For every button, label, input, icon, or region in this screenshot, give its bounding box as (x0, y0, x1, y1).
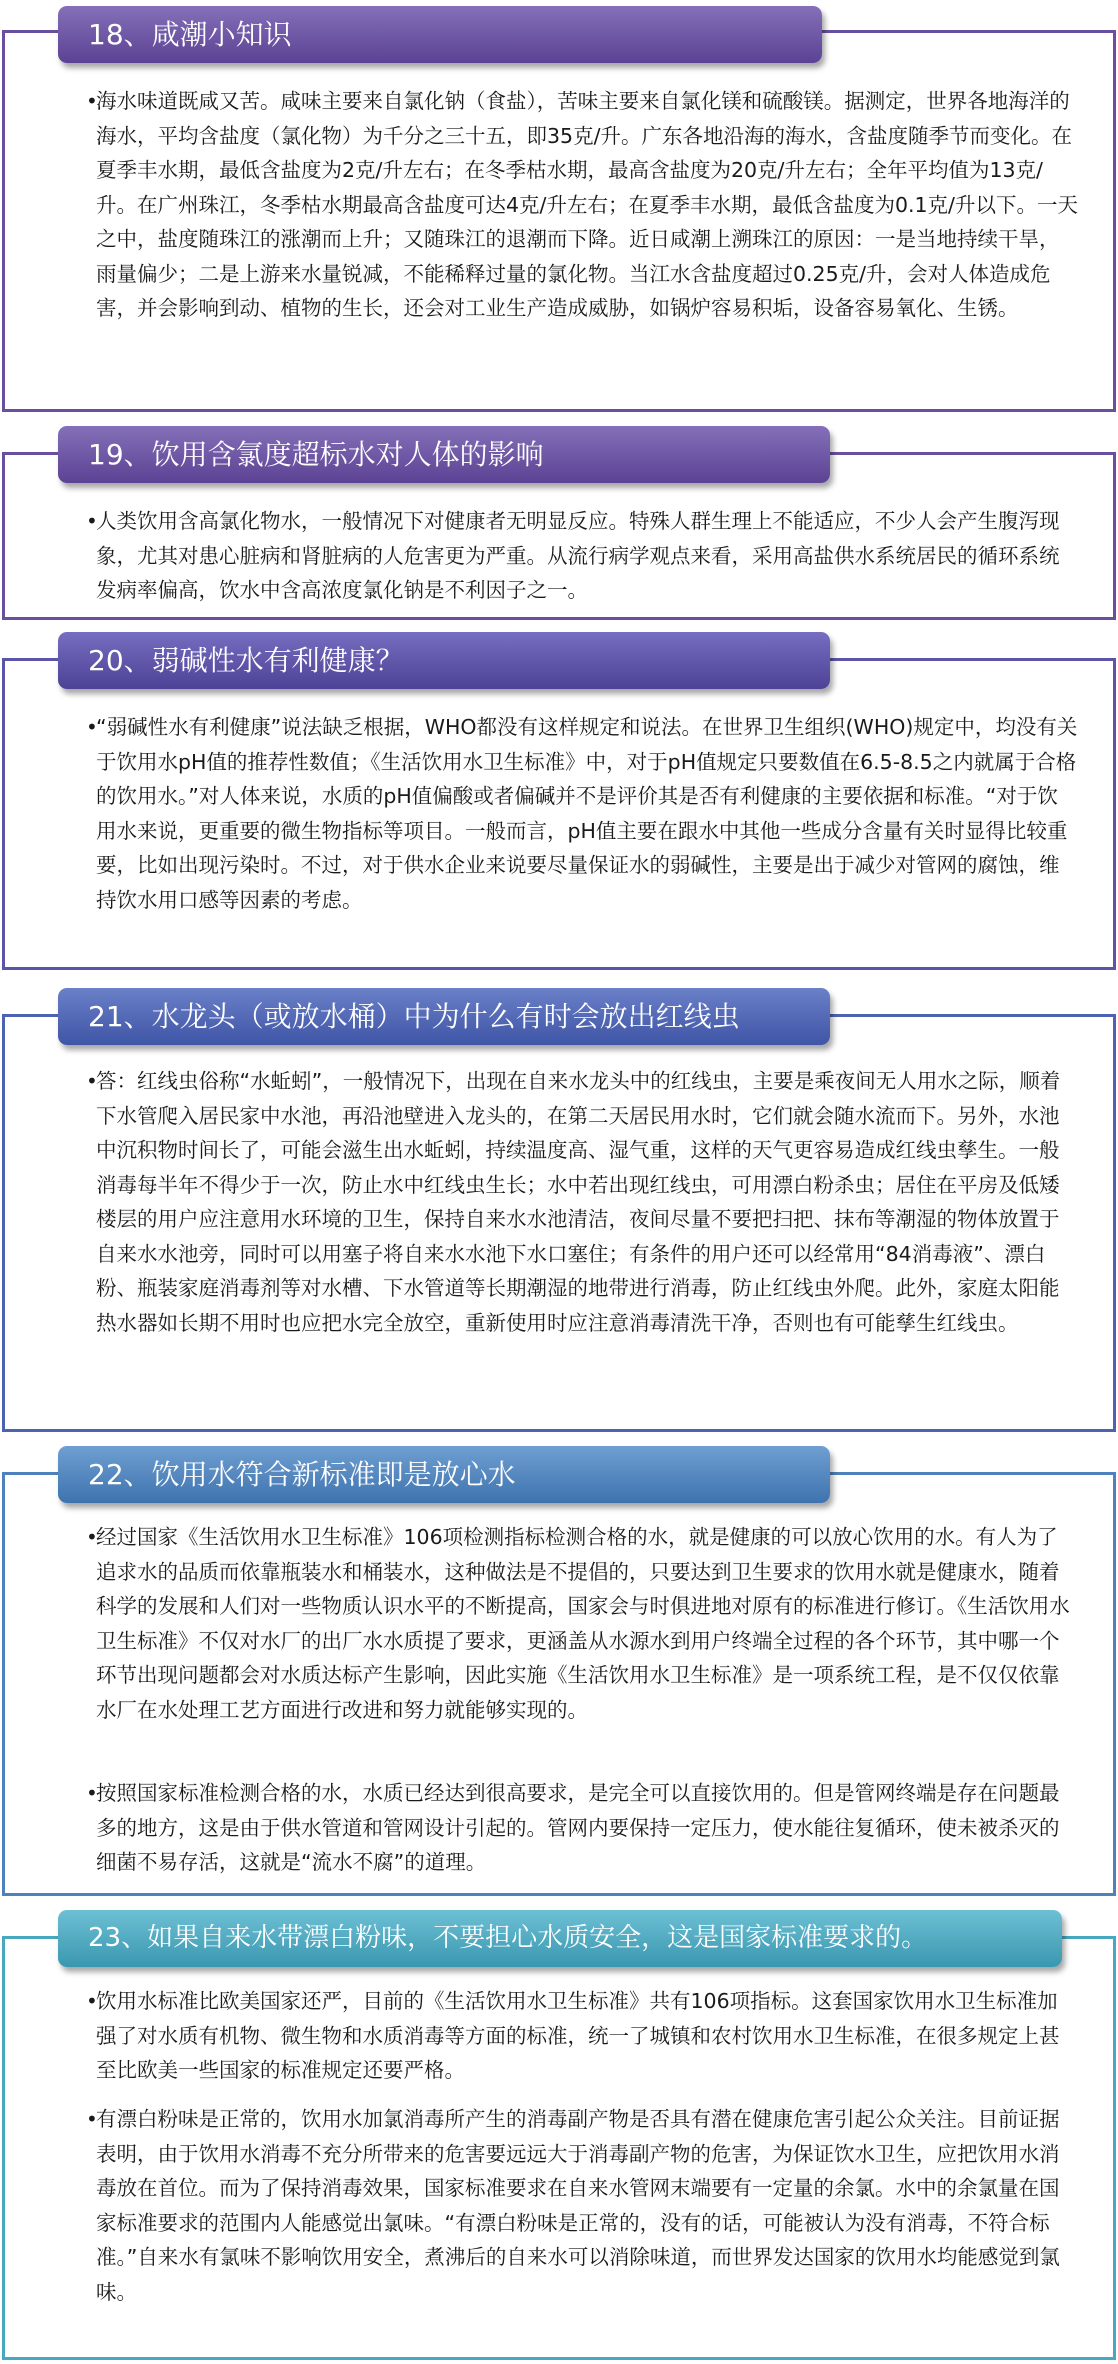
section-21-paragraph-1: • 答：红线虫俗称“水蚯蚓”，一般情况下，出现在自来水龙头中的红线虫，主要是乘夜间无人用水之际，顺着下水管爬入居民家中水池，再沿池壁进入龙头的，在第二天居民用水时，它们就会随水流而下。另外，水池中沉积物时间长了，可能会滋生出水蚯蚓，持续温度高、湿气重，这样的天气更容易造成红线虫孳生。一般消毒每半年不得少于一次，防止水中红线虫生长；水中若出现红线虫，可用漂白粉杀虫；居住在平房及低矮楼层的用户应注意用水环境的卫生，保持自来水水池清洁，夜间尽量不要把扫把、抹布等潮湿的物体放置于自来水水池旁，同时可以用塞子将自来水水池下水口塞住；有条件的用户还可以经常用“84消毒液”、漂白粉、瓶装家庭消毒剂等对水槽、下水管道等长期潮湿的地带进行消毒，防止红线虫外爬。此外，家庭太阳能热水器如长期不用时也应把水完全放空，重新使用时应注意消毒清洗干净，否则也有可能孳生红线虫。 (96, 1064, 1078, 1340)
section-22-paragraph-1: • 经过国家《生活饮用水卫生标准》106项检测指标检测合格的水，就是健康的可以放心饮用的水。有人为了追求水的品质而依靠瓶装水和桶装水，这种做法是不提倡的，只要达到卫生要求的饮用水就是健康水，随着科学的发展和人们对一些物质认识水平的不断提高，国家会与时俱进地对原有的标准进行修订。《生活饮用水卫生标准》不仅对水厂的出厂水水质提了要求，更涵盖从水源水到用户终端全过程的各个环节，其中哪一个环节出现问题都会对水质达标产生影响，因此实施《生活饮用水卫生标准》是一项系统工程，是不仅仅依靠水厂在水处理工艺方面进行改进和努力就能够实现的。 (96, 1520, 1078, 1727)
bullet-icon: • (86, 1525, 98, 1549)
section-20-paragraph-1: • “弱碱性水有利健康”说法缺乏根据，WHO都没有这样规定和说法。在世界卫生组织(WHO)规定中，均没有关于饮用水pH值的推荐性数值；《生活饮用水卫生标准》中，对于pH值规定只要数值在6.5-8.5之内就属于合格的饮用水。”对人体来说，水质的pH值偏酸或者偏碱并不是评价其是否有利健康的主要依据和标准。“对于饮用水来说，更重要的微生物指标等项目。一般而言，pH值主要在跟水中其他一些成分含量有关时显得比较重要，比如出现污染时。不过，对于供水企业来说要尽量保证水的弱碱性，主要是出于减少对管网的腐蚀，维持饮水用口感等因素的考虑。 (96, 710, 1078, 917)
section-21-title: 21、水龙头（或放水桶）中为什么有时会放出红线虫 (58, 988, 830, 1045)
section-19-paragraph-1: • 人类饮用含高氯化物水，一般情况下对健康者无明显反应。特殊人群生理上不能适应，不少人会产生腹泻现象，尤其对患心脏病和肾脏病的人危害更为严重。从流行病学观点来看，采用高盐供水系统居民的循环系统发病率偏高，饮水中含高浓度氯化钠是不利因子之一。 (96, 504, 1078, 608)
section-23-title: 23、如果自来水带漂白粉味，不要担心水质安全，这是国家标准要求的。 (58, 1910, 1062, 1967)
section-23-paragraph-1: • 饮用水标准比欧美国家还严，目前的《生活饮用水卫生标准》共有106项指标。这套国家饮用水卫生标准加强了对水质有机物、微生物和水质消毒等方面的标准，统一了城镇和农村饮用水卫生标准，在很多规定上甚至比欧美一些国家的标准规定还要严格。 (96, 1984, 1078, 2088)
bullet-icon: • (86, 1989, 98, 2013)
section-18-title: 18、咸潮小知识 (58, 6, 822, 63)
bullet-icon: • (86, 89, 98, 113)
section-18-paragraph-1: • 海水味道既咸又苦。咸味主要来自氯化钠（食盐），苦味主要来自氯化镁和硫酸镁。据测定，世界各地海洋的海水，平均含盐度（氯化物）为千分之三十五，即35克/升。广东各地沿海的海水，含盐度随季节而变化。在夏季丰水期，最低含盐度为2克/升左右；在冬季枯水期，最高含盐度为20克/升左右；全年平均值为13克/升。在广州珠江，冬季枯水期最高含盐度可达4克/升左右；在夏季丰水期，最低含盐度为0.1克/升以下。一天之中，盐度随珠江的涨潮而上升；又随珠江的退潮而下降。近日咸潮上溯珠江的原因：一是当地持续干旱，雨量偏少；二是上游来水量锐减，不能稀释过量的氯化物。当江水含盐度超过0.25克/升，会对人体造成危害，并会影响到动、植物的生长，还会对工业生产造成威胁，如锅炉容易积垢，设备容易氧化、生锈。 (96, 84, 1078, 326)
section-20-title: 20、弱碱性水有利健康？ (58, 632, 830, 689)
bullet-icon: • (86, 509, 98, 533)
bullet-icon: • (86, 2107, 98, 2131)
section-22-title: 22、饮用水符合新标准即是放心水 (58, 1446, 830, 1503)
bullet-icon: • (86, 1069, 98, 1093)
section-22-paragraph-2: • 按照国家标准检测合格的水，水质已经达到很高要求，是完全可以直接饮用的。但是管网终端是存在问题最多的地方，这是由于供水管道和管网设计引起的。管网内要保持一定压力，使水能往复循环，使未被杀灭的细菌不易存活，这就是“流水不腐”的道理。 (96, 1776, 1078, 1880)
bullet-icon: • (86, 715, 98, 739)
section-23-paragraph-2: • 有漂白粉味是正常的，饮用水加氯消毒所产生的消毒副产物是否具有潜在健康危害引起公众关注。目前证据表明，由于饮用水消毒不充分所带来的危害要远远大于消毒副产物的危害，为保证饮水卫生，应把饮用水消毒放在首位。而为了保持消毒效果，国家标准要求在自来水管网末端要有一定量的余氯。水中的余氯量在国家标准要求的范围内人能感觉出氯味。“有漂白粉味是正常的，没有的话，可能被认为没有消毒，不符合标准。”自来水有氯味不影响饮用安全，煮沸后的自来水可以消除味道，而世界发达国家的饮用水均能感觉到氯味。 (96, 2102, 1078, 2309)
bullet-icon: • (86, 1781, 98, 1805)
section-19-title: 19、饮用含氯度超标水对人体的影响 (58, 426, 830, 483)
